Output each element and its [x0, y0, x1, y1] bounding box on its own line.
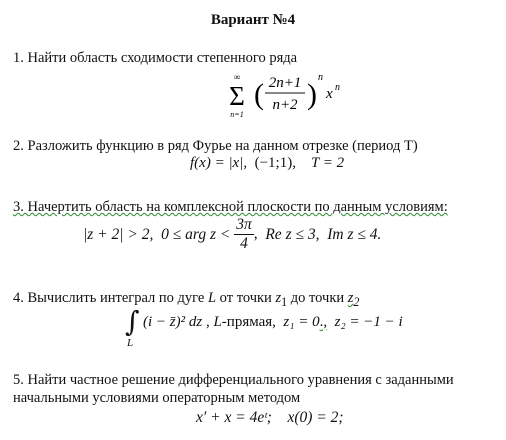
sum-symbol: Σ [229, 81, 245, 111]
page-title: Вариант №4 [210, 12, 296, 28]
task-5-line-1: 5. Найти частное решение дифференциального уравнения с заданными [13, 372, 454, 388]
condition-modulus: |z + 2| > 2, [83, 225, 154, 243]
arc-name: L [207, 290, 217, 306]
condition-real: Re z ≤ 3, [265, 225, 320, 243]
point-z1: z [275, 290, 282, 306]
task-5-formula [196, 409, 344, 427]
task-4-text [13, 289, 359, 311]
left-paren: ( [254, 78, 264, 111]
task-5-line-2: начальными условиями операторным методом [13, 390, 301, 406]
initial-condition: x(0) = 2; [287, 409, 344, 426]
integral-contour: L [127, 337, 134, 349]
arg-fraction-numerator: 3π [236, 216, 252, 233]
arg-fraction-denominator: 4 [234, 234, 254, 253]
arg-fraction [234, 216, 254, 253]
line-name: L [213, 314, 222, 330]
task-2-formula [190, 155, 344, 172]
integral-sign: ∫ L [125, 305, 140, 349]
task-3-label: 3. Начертить область на комплексной плоскости по данным условиям: [13, 199, 448, 215]
interval: (−1;1), [254, 155, 296, 171]
task-1-text: 1. Найти область сходимости степенного ряда [13, 50, 298, 66]
to-point-text: до точки [290, 290, 345, 306]
fraction-numerator: 2n+1 [268, 75, 302, 91]
differential-equation: x′ + x = 4eᵗ; [196, 409, 272, 426]
sum-lower-limit: n=1 [230, 110, 244, 119]
period: T = 2 [310, 155, 345, 171]
condition-z2: z₂ = −1 − i [334, 314, 403, 330]
separator: ., [319, 314, 328, 330]
condition-arg: 0 ≤ arg z < [161, 225, 231, 243]
line-type: -прямая, [221, 314, 276, 330]
point-z1-index: 1 [281, 294, 288, 309]
task-4-formula [143, 314, 403, 331]
right-paren: ) [307, 78, 317, 111]
point-z2: $z_2$ [347, 290, 360, 309]
function-definition: f(x) = |x|, [190, 155, 248, 171]
task-2-text: 2. Разложить функцию в ряд Фурье на данном отрезке (период T) [13, 138, 418, 154]
outer-exponent: n [318, 72, 323, 83]
variable-exponent: n [335, 82, 340, 93]
task-4-label: 4. Вычислить интеграл по дуге [13, 290, 205, 306]
from-point-text: от точки [219, 290, 272, 306]
condition-z1: z₁ = 0 [283, 314, 320, 330]
condition-imag: Im z ≤ 4. [327, 225, 382, 243]
fraction-denominator: n+2 [272, 97, 298, 113]
task-3-formula: |z + 2| > 2, 0 ≤ arg z < $\frac{3\pi}{4}$ , Re z ≤ 3, Im z ≤ 4. [83, 216, 382, 252]
task-1-formula [222, 68, 357, 120]
sum-upper-limit: ∞ [233, 72, 241, 82]
integrand: (i − z̄)² dz , [143, 314, 210, 330]
series-variable: x [326, 86, 333, 102]
task-3-text [13, 198, 448, 216]
